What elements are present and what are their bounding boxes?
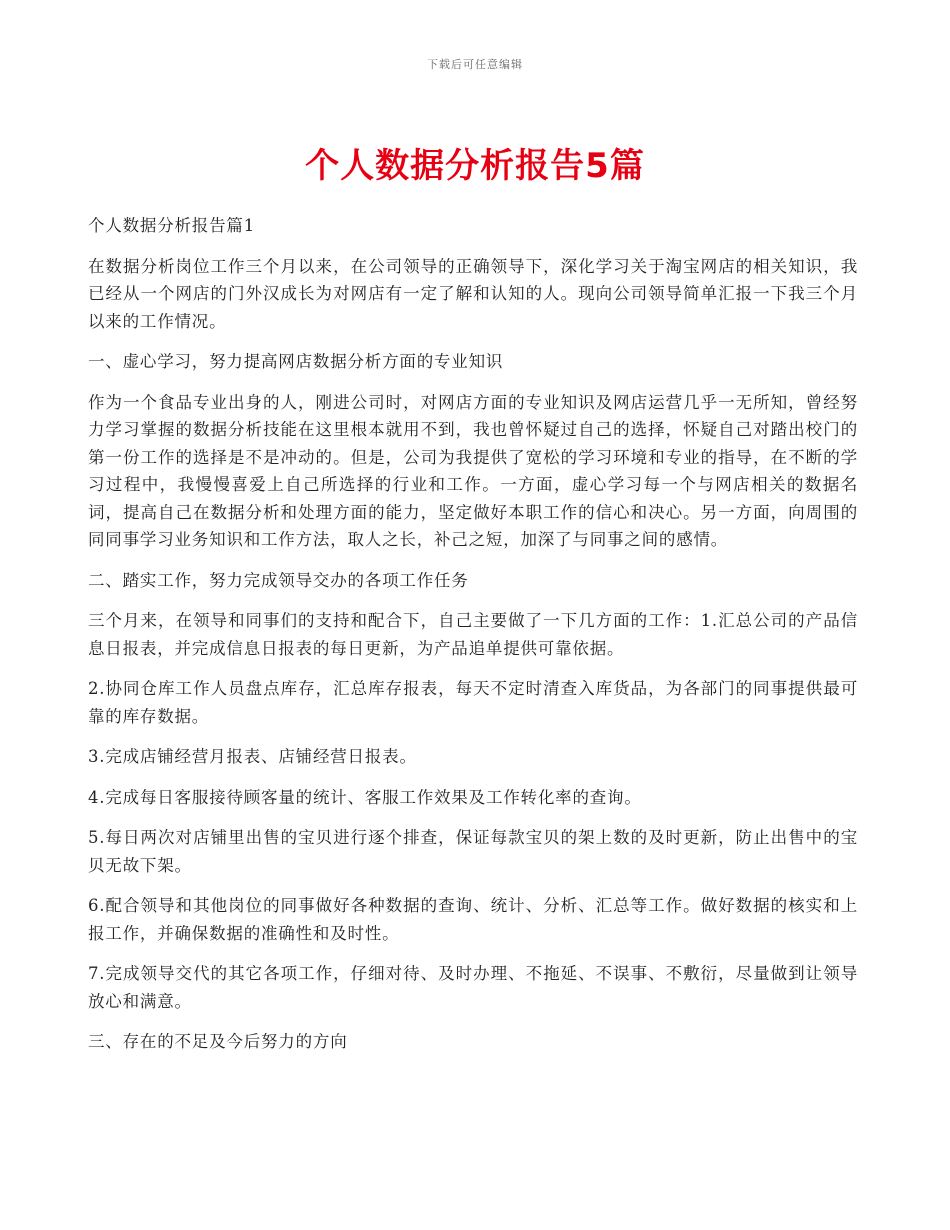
list-item: 2.协同仓库工作人员盘点库存，汇总库存报表，每天不定时清查入库货品，为各部门的同事提供最可靠的库存数据。 <box>88 679 858 726</box>
paragraph: 作为一个食品专业出身的人，刚进公司时，对网店方面的专业知识及网店运营几乎一无所知，曾经努力学习掌握的数据分析技能在这里根本就用不到，我也曾怀疑过自己的选择，怀疑自己对踏出校门的第一份工作的选择是不是冲动的。但是，公司为我提供了宽松的学习环境和专业的指导，在不断的学习过程中，我慢慢喜爱上自己所选择的行业和工作。一方面，虚心学习每一个与网店相关的数据名词，提高自己在数据分析和处理方面的能力，坚定做好本职工作的信心和决心。另一方面，向周围的同同事学习业务知识和工作方法，取人之长，补己之短，加深了与同事之间的感情。 <box>88 392 858 549</box>
list-item: 3.完成店铺经营月报表、店铺经营日报表。 <box>88 747 417 766</box>
section-heading: 二、踏实工作，努力完成领导交办的各项工作任务 <box>88 570 469 590</box>
document-title: 个人数据分析报告5篇 <box>305 146 645 186</box>
section-heading: 一、虚心学习，努力提高网店数据分析方面的专业知识 <box>88 352 504 371</box>
list-item: 7.完成领导交代的其它各项工作，仔细对待、及时办理、不拖延、不误事、不敷衍，尽量做到让领导放心和满意。 <box>88 964 858 1011</box>
section-heading: 三、存在的不足及今后努力的方向 <box>88 1032 348 1051</box>
list-item: 5.每日两次对店铺里出售的宝贝进行逐个排查，保证每款宝贝的架上数的及时更新，防止出售中的宝贝无故下架。 <box>88 828 858 875</box>
paragraph: 在数据分析岗位工作三个月以来，在公司领导的正确领导下，深化学习关于淘宝网店的相关知识，我已经从一个网店的门外汉成长为对网店有一定了解和认知的人。现向公司领导简单汇报一下我三个月以来的工作情况。 <box>88 256 858 331</box>
list-item: 6.配合领导和其他岗位的同事做好各种数据的查询、统计、分析、汇总等工作。做好数据的核实和上报工作，并确保数据的准确性和及时性。 <box>88 896 858 943</box>
list-item: 4.完成每日客服接待顾客量的统计、客服工作效果及工作转化率的查询。 <box>88 787 642 807</box>
section-heading: 个人数据分析报告篇1 <box>88 216 255 235</box>
paragraph: 三个月来，在领导和同事们的支持和配合下，自己主要做了一下几方面的工作：1.汇总公司的产品信息日报表，并完成信息日报表的每日更新，为产品追单提供可靠依据。 <box>88 611 858 658</box>
document-body <box>88 212 858 1069</box>
header-note: 下载后可任意编辑 <box>427 58 523 71</box>
